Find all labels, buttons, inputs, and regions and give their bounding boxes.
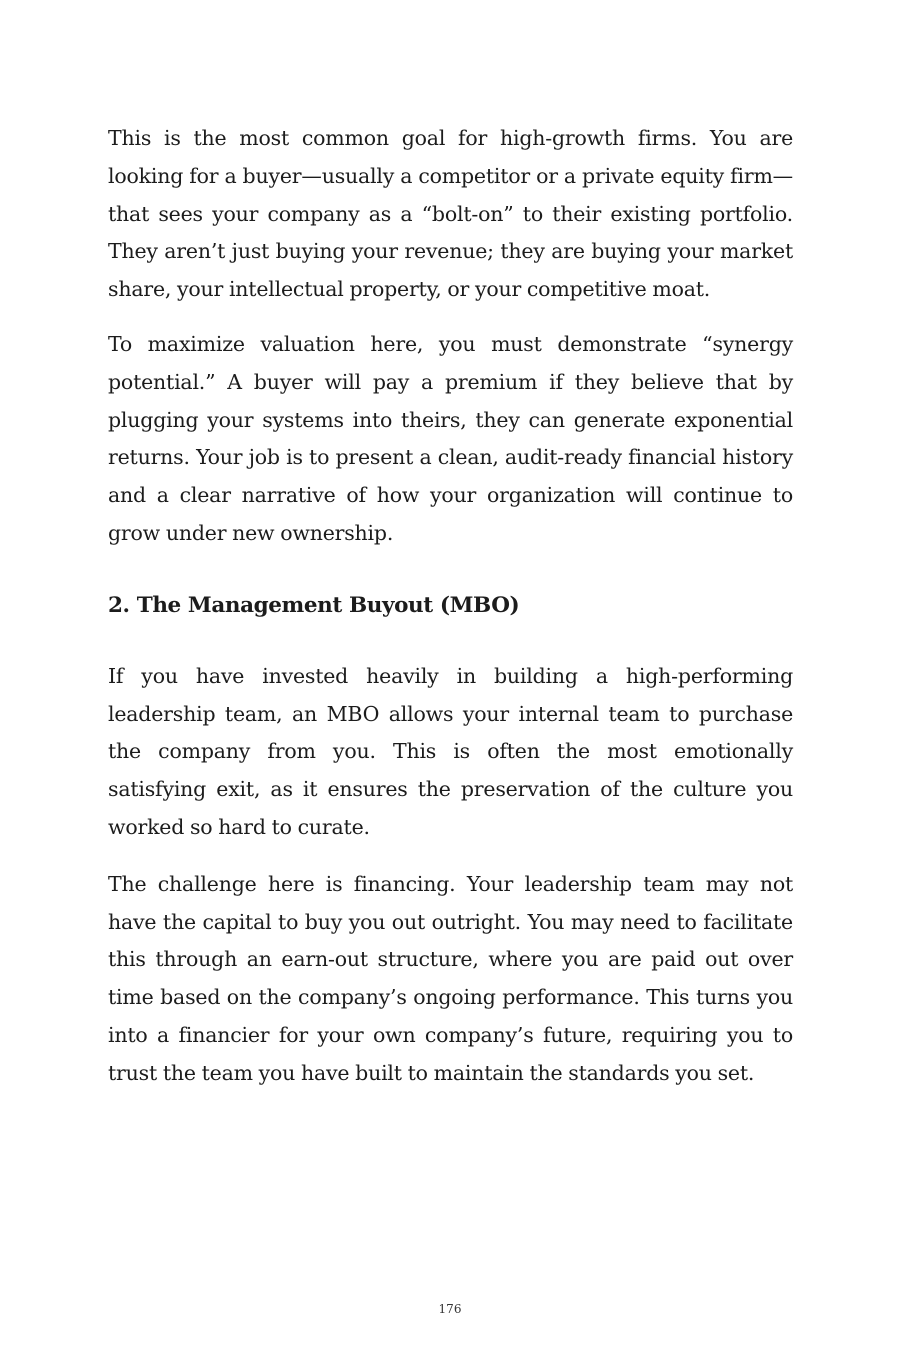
page-body — [108, 120, 793, 1093]
body-paragraph: This is the most common goal for high-growth firms. You are looking for a buyer—usually a competitor or a private equity firm—that sees your company as a “bolt-on” to their existing portfolio. They aren’t just buying your revenue; they are buying your market share, your intellectual property, or your competitive moat. — [108, 126, 793, 302]
page-number: 176 — [438, 1302, 462, 1316]
body-paragraph: The challenge here is financing. Your leadership team may not have the capital to buy you out outright. You may need to facilitate this through an earn-out structure, where you are paid out over time based on the company’s ongoing performance. This turns you into a financier for your own company’s future, requiring you to trust the team you have built to maintain the standards you set. — [108, 871, 793, 1085]
body-paragraph: To maximize valuation here, you must demonstrate “synergy potential.” A buyer will pay a premium if they believe that by plugging your systems into theirs, they can generate exponential returns. Your job is to present a clean, audit-ready financial history and a clear narrative of how your organization will continue to grow under new ownership. — [108, 331, 793, 545]
section-heading: 2. The Management Buyout (MBO) — [108, 592, 520, 618]
body-paragraph: If you have invested heavily in building a high-performing leadership team, an MBO allows your internal team to purchase the company from you. This is often the most emotionally satisfying exit, as it ensures the preservation of the culture you worked so hard to curate. — [108, 663, 793, 839]
